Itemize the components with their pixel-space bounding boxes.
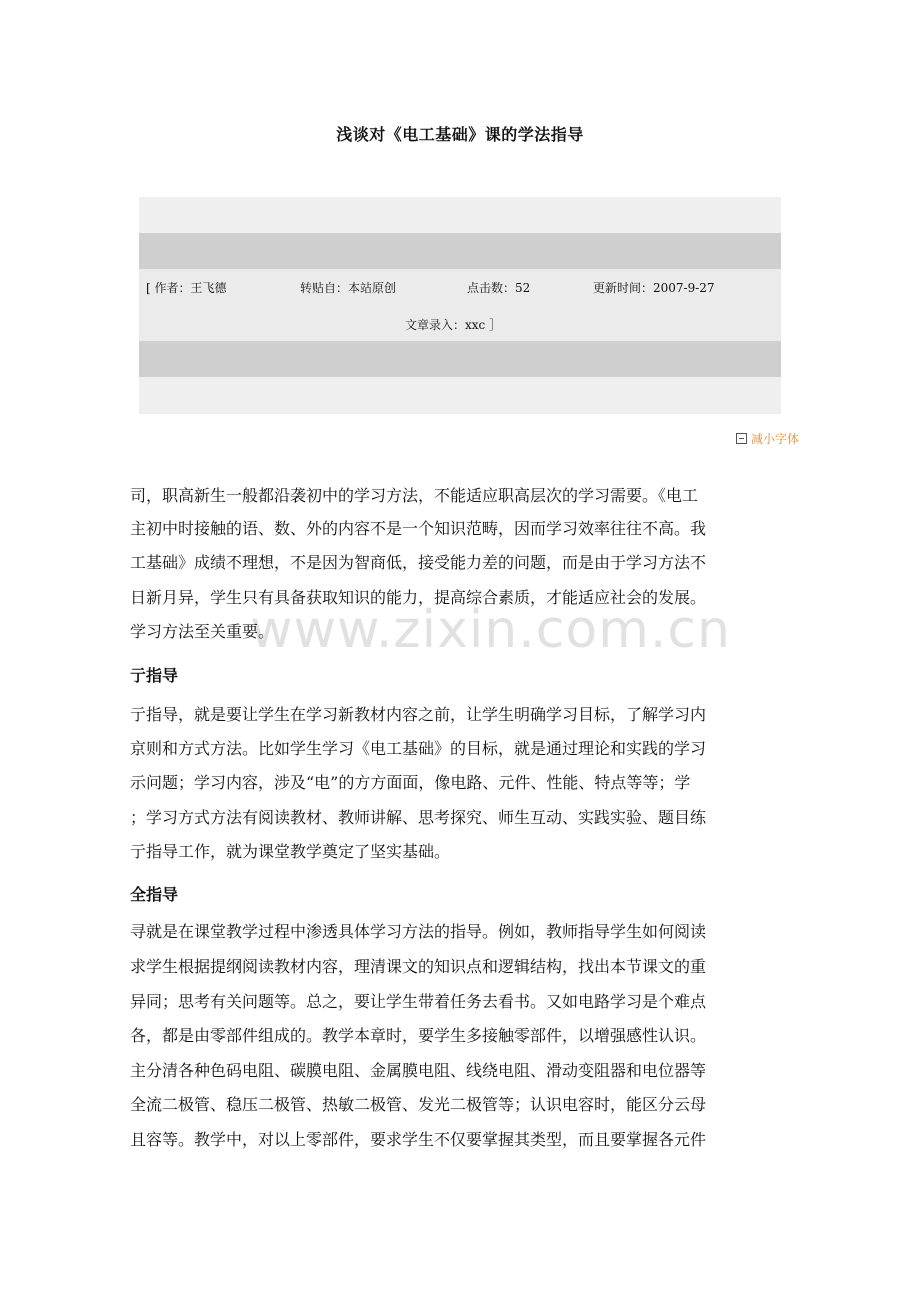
article-line: 亍指导工作，就为课堂教学奠定了坚实基础。 xyxy=(130,842,451,861)
info-band-bottom xyxy=(139,377,781,414)
shrink-font-button[interactable] xyxy=(736,430,800,447)
info-band-gray-bottom xyxy=(139,341,781,377)
page-title: 浅谈对《电工基础》课的学法指导 xyxy=(336,125,584,144)
article-line: 日新月异，学生只有具备获取知识的能力，提高综合素质，才能适应社会的发展。 xyxy=(130,588,707,607)
watermark: www.zixin.com.cn xyxy=(250,600,731,660)
article-line: 亍指导，就是要让学生在学习新教材内容之前，让学生明确学习目标，了解学习内 xyxy=(130,705,707,724)
article-line: 学习方法至关重要。 xyxy=(130,622,275,641)
info-band-gray xyxy=(139,233,781,269)
editor-label: 文章录入：xxc ］ xyxy=(405,318,502,332)
article-line: ；学习方式方法有阅读教材、教师讲解、思考探究、师生互动、实践实验、题目练 xyxy=(130,808,707,827)
article-line: 各，都是由零部件组成的。教学本章时，要学生多接触零部件，以增强感性认识。 xyxy=(130,1026,707,1045)
section-heading: 亍指导 xyxy=(130,666,179,685)
article-body xyxy=(130,480,781,1180)
article-line: 主初中时接触的语、数、外的内容不是一个知识范畴，因而学习效率往往不高。我 xyxy=(130,519,707,538)
article-line: 司，职高新生一般都沿袭初中的学习方法，不能适应职高层次的学习需要。《电工 xyxy=(130,486,699,505)
article-line: 全流二极管、稳压二极管、热敏二极管、发光二极管等；认识电容时，能区分云母 xyxy=(130,1095,707,1114)
article-line: 且容等。教学中，对以上零部件，要求学生不仅要掌握其类型，而且要掌握各元件 xyxy=(130,1130,707,1149)
section-heading: 全指导 xyxy=(130,885,179,904)
shrink-font-label: 减小字体 xyxy=(751,432,800,446)
article-line: 寻就是在课堂教学过程中渗透具体学习方法的指导。例如，教师指导学生如何阅读 xyxy=(130,922,707,941)
article-info-box xyxy=(139,197,781,414)
article-line: 工基础》成绩不理想，不是因为智商低，接受能力差的问题，而是由于学习方法不 xyxy=(130,553,707,572)
minus-box-icon xyxy=(736,433,747,444)
info-band-top xyxy=(139,197,781,233)
source-label: 转贴自：本站原创 xyxy=(300,281,397,295)
article-line: 求学生根据提纲阅读教材内容，理清课文的知识点和逻辑结构，找出本节课文的重 xyxy=(130,957,707,976)
article-line: 京则和方式方法。比如学生学习《电工基础》的目标，就是通过理论和实践的学习 xyxy=(130,739,707,758)
article-line: 异同；思考有关问题等。总之，要让学生带着任务去看书。又如电路学习是个难点 xyxy=(130,992,707,1011)
info-band-meta xyxy=(139,269,781,341)
hits-count: 点击数：52 xyxy=(467,281,531,295)
article-line: 示问题；学习内容，涉及“电”的方方面面，像电路、元件、性能、特点等等；学 xyxy=(130,773,691,792)
article-line: 主分清各种色码电阻、碳膜电阻、金属膜电阻、线绕电阻、滑动变阻器和电位器等 xyxy=(130,1061,707,1080)
update-time: 更新时间：2007-9-27 xyxy=(593,281,715,295)
author-label: [ 作者：王飞德 xyxy=(146,281,227,295)
